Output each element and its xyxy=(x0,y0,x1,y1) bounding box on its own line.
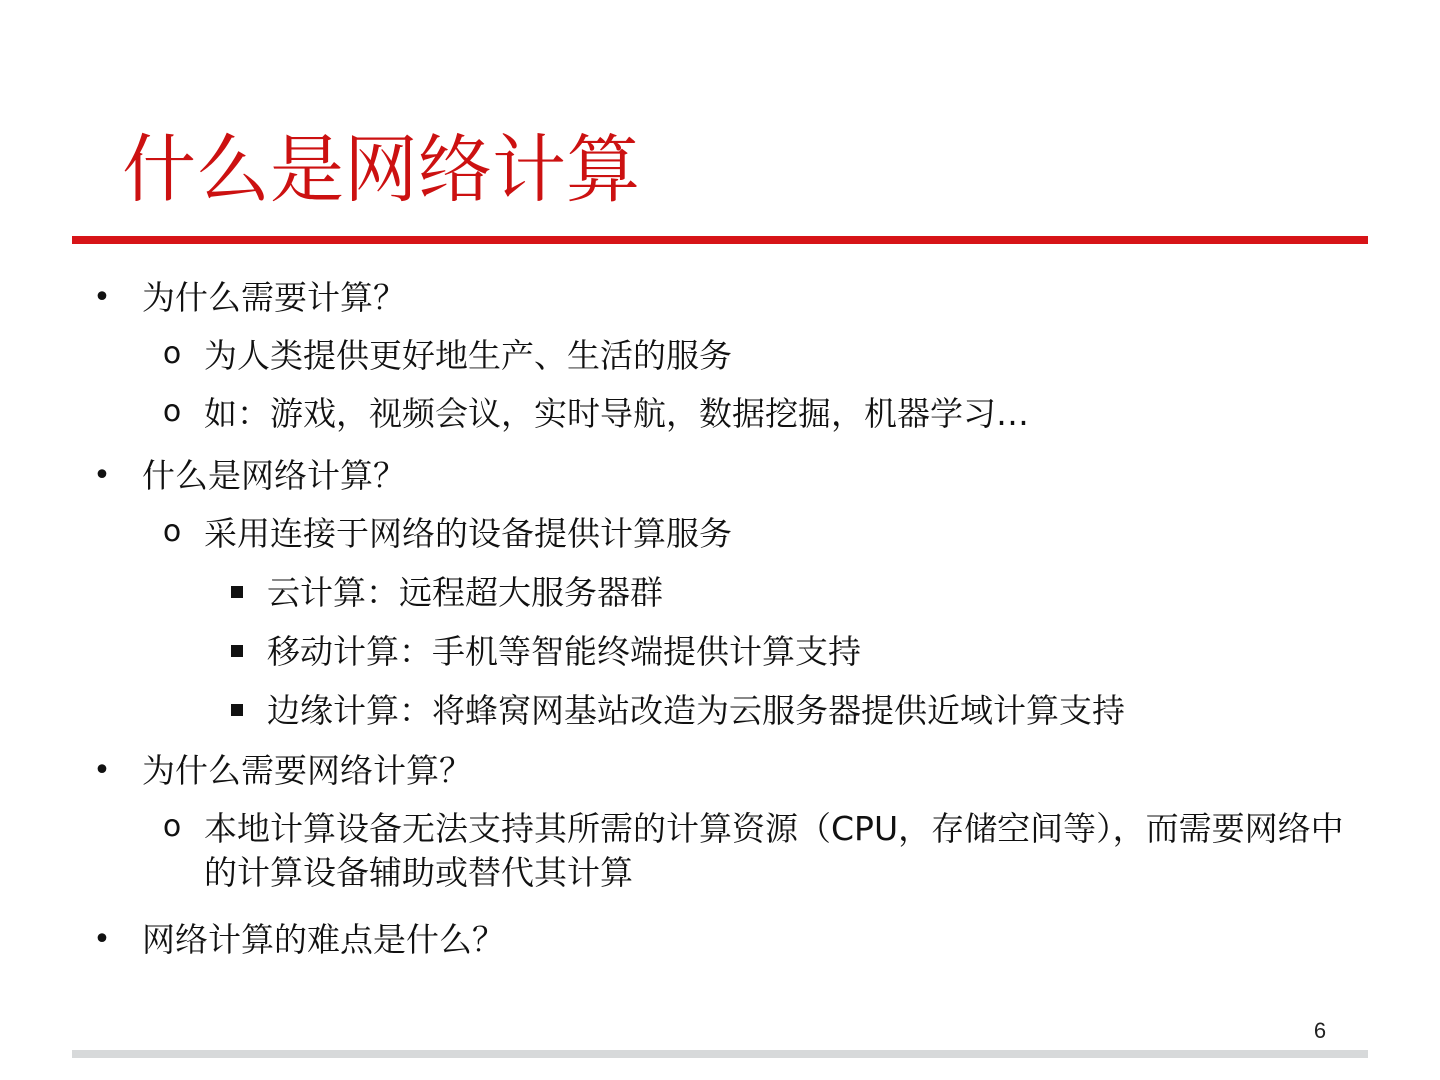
bullet-marker: • xyxy=(93,458,111,493)
bullet-item xyxy=(93,918,505,962)
sub-bullet-text: 本地计算设备无法支持其所需的计算资源（CPU，存储空间等），而需要网络中的计算设备辅助或替代其计算 xyxy=(204,809,1344,892)
sub-bullet-marker: o xyxy=(162,394,182,429)
bullet-item xyxy=(93,454,406,498)
sub-bullet-marker: o xyxy=(162,514,182,549)
bullet-marker: • xyxy=(93,753,111,788)
slide-title: 什么是网络计算 xyxy=(122,127,640,213)
title-divider xyxy=(72,236,1368,244)
sub-bullet-item xyxy=(162,392,1029,436)
sub-bullet-item xyxy=(162,807,1344,895)
bullet-item xyxy=(93,749,472,793)
sub-bullet-item xyxy=(162,334,732,378)
sub-bullet-text: 采用连接于网络的设备提供计算服务 xyxy=(204,514,732,553)
bullet-text: 为什么需要计算？ xyxy=(142,278,406,317)
bullet-marker: • xyxy=(93,280,111,315)
square-bullet-marker xyxy=(231,586,243,598)
nested-bullet-item xyxy=(267,689,1125,733)
nested-bullet-text: 移动计算：手机等智能终端提供计算支持 xyxy=(267,632,861,671)
sub-bullet-text: 如：游戏，视频会议，实时导航，数据挖掘，机器学习… xyxy=(204,394,1029,433)
bullet-text: 网络计算的难点是什么？ xyxy=(142,920,505,959)
bullet-text: 为什么需要网络计算？ xyxy=(142,751,472,790)
square-bullet-marker xyxy=(231,645,243,657)
nested-bullet-item xyxy=(267,630,861,674)
nested-bullet-item xyxy=(267,571,663,615)
nested-bullet-text: 边缘计算：将蜂窝网基站改造为云服务器提供近域计算支持 xyxy=(267,691,1125,730)
footer-divider xyxy=(72,1050,1368,1058)
bullet-marker: • xyxy=(93,922,111,957)
sub-bullet-marker: o xyxy=(162,809,182,844)
bullet-text: 什么是网络计算？ xyxy=(142,456,406,495)
square-bullet-marker xyxy=(231,704,243,716)
sub-bullet-item xyxy=(162,512,732,556)
bullet-item xyxy=(93,276,406,320)
sub-bullet-marker: o xyxy=(162,336,182,371)
sub-bullet-text: 为人类提供更好地生产、生活的服务 xyxy=(204,336,732,375)
page-number: 6 xyxy=(1313,1018,1327,1043)
nested-bullet-text: 云计算：远程超大服务器群 xyxy=(267,573,663,612)
